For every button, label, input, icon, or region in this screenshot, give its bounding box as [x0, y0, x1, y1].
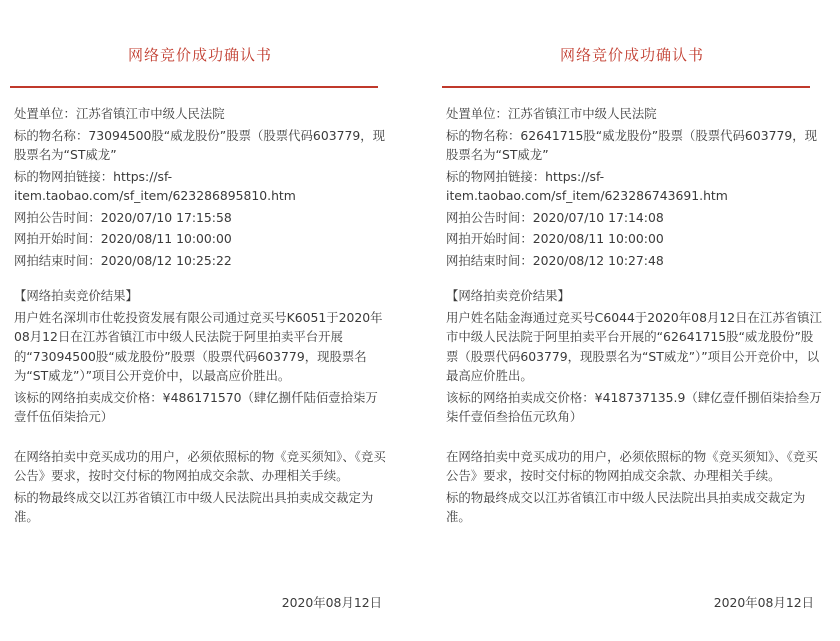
confirmation-document-right — [432, 0, 832, 641]
final-text: 标的物最终成交以江苏省镇江市中级人民法院出具拍卖成交裁定为准。 — [446, 489, 806, 524]
document-date: 2020年08月12日 — [281, 595, 382, 610]
notice-text: 在网络拍卖中竞买成功的用户，必须依照标的物《竞买须知》、《竞买公告》要求，按时交付标的物网拍成交余款、办理相关手续。 — [14, 448, 386, 483]
end-time-line: 网拍结束时间：2020/08/12 10:27:48 — [446, 252, 664, 268]
confirmation-document-left — [0, 0, 400, 641]
price-text: 该标的网络拍卖成交价格：¥486171570（肆亿捌仟陆佰壹拾柒万壹仟伍佰柒拾元） — [14, 389, 378, 424]
result-text: 用户姓名深圳市仕乾投资发展有限公司通过竞买号K6051于2020年08月12日在江苏省镇江市中级人民法院于阿里拍卖平台开展的“73094500股“威龙股份”股票（股票代码603779，现股票名为“ST威龙”）”项目公开竞价中，以最高应价胜出。 — [14, 309, 383, 383]
auction-link-line: 标的物网拍链接：https://sf-item.taobao.com/sf_item/623286895810.htm — [14, 168, 296, 203]
title-divider — [442, 86, 810, 88]
auction-link-line: 标的物网拍链接：https://sf-item.taobao.com/sf_item/623286743691.htm — [446, 168, 728, 203]
document-body — [14, 104, 390, 529]
court-line: 处置单位：江苏省镇江市中级人民法院 — [14, 106, 225, 121]
start-time-line: 网拍开始时间：2020/08/11 10:00:00 — [14, 231, 232, 246]
result-heading: 【网络拍卖竞价结果】 — [446, 288, 570, 303]
document-date: 2020年08月12日 — [713, 595, 814, 610]
announce-time-line: 网拍公告时间：2020/07/10 17:15:58 — [14, 209, 232, 225]
subject-name-line: 标的物名称：62641715股“威龙股份”股票（股票代码603779，现股票名为“ST威龙” — [446, 127, 818, 162]
subject-name-line: 标的物名称：73094500股“威龙股份”股票（股票代码603779，现股票名为“ST威龙” — [14, 127, 386, 162]
document-title: 网络竞价成功确认书 — [127, 46, 272, 64]
end-time-line: 网拍结束时间：2020/08/12 10:25:22 — [14, 252, 232, 268]
notice-text: 在网络拍卖中竞买成功的用户，必须依照标的物《竞买须知》、《竞买公告》要求，按时交付标的物网拍成交余款、办理相关手续。 — [446, 448, 818, 483]
start-time-line: 网拍开始时间：2020/08/11 10:00:00 — [446, 231, 664, 246]
document-title: 网络竞价成功确认书 — [559, 46, 704, 64]
title-divider — [10, 86, 378, 88]
price-text: 该标的网络拍卖成交价格：¥418737135.9（肆亿壹仟捌佰柒拾叁万柒仟壹佰叁拾伍元玖角） — [446, 389, 822, 424]
announce-time-line: 网拍公告时间：2020/07/10 17:14:08 — [446, 209, 664, 225]
result-text: 用户姓名陆金海通过竞买号C6044于2020年08月12日在江苏省镇江市中级人民法院于阿里拍卖平台开展的“62641715股“威龙股份”股票（股票代码603779，现股票名为“ST威龙”）”项目公开竞价中，以最高应价胜出。 — [446, 309, 822, 383]
result-heading: 【网络拍卖竞价结果】 — [14, 288, 138, 303]
final-text: 标的物最终成交以江苏省镇江市中级人民法院出具拍卖成交裁定为准。 — [14, 489, 374, 524]
court-line: 处置单位：江苏省镇江市中级人民法院 — [446, 106, 657, 121]
document-body — [446, 104, 822, 529]
